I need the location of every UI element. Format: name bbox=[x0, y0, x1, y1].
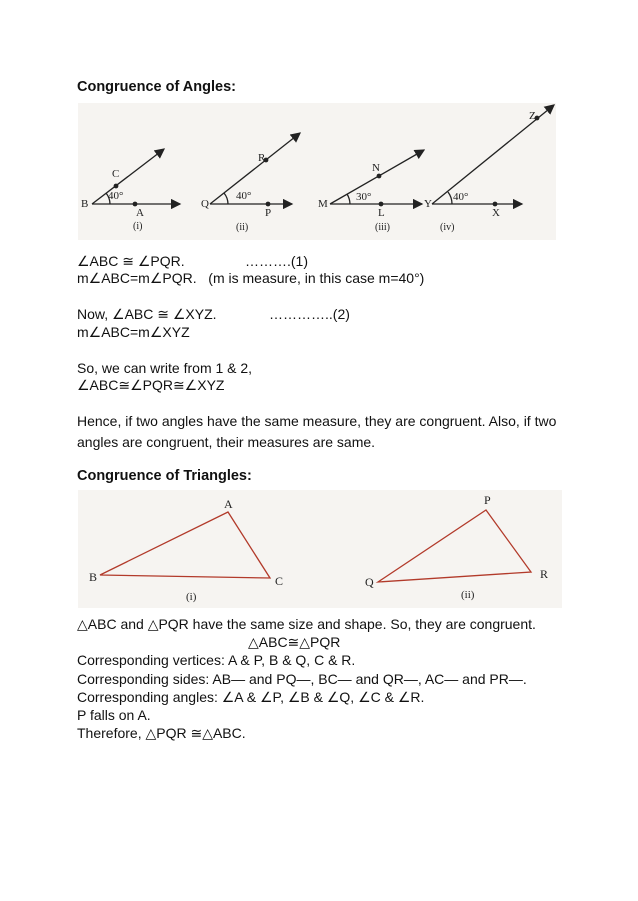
tri-line-5: Corresponding angles: ∠A & ∠P, ∠B & ∠Q, ∠C & ∠R. bbox=[77, 689, 425, 705]
fig2-vertex-label: Q bbox=[201, 198, 209, 210]
triangle-1-vertex-a: A bbox=[224, 497, 233, 511]
angles-figure bbox=[78, 103, 556, 240]
tri-line-1: △ABC and △PQR have the same size and shape. So, they are congruent. bbox=[77, 616, 536, 632]
triangles-heading: Congruence of Triangles: bbox=[77, 468, 252, 484]
triangle-1-vertex-c: C bbox=[275, 574, 284, 588]
tri-line-2: △ABC≅△PQR bbox=[248, 634, 341, 650]
triangle-2-number: (ii) bbox=[461, 589, 475, 601]
angles-diagram bbox=[78, 103, 556, 240]
fig4-vertex-label: Y bbox=[424, 198, 432, 210]
fig2-up-label: R bbox=[258, 152, 266, 164]
fig2-degree: 40° bbox=[236, 190, 252, 202]
fig3-flat-label: L bbox=[378, 207, 385, 219]
triangle-2-vertex-r: R bbox=[540, 567, 549, 581]
fig3-vertex-label: M bbox=[318, 198, 328, 210]
fig1-arm-up bbox=[92, 149, 164, 204]
fig2-number: (ii) bbox=[236, 222, 249, 233]
triangle-2-vertex-p: P bbox=[484, 493, 491, 507]
statement-2: Now, ∠ABC ≅ ∠XYZ. bbox=[77, 306, 217, 322]
fig4-up-label: Z bbox=[529, 110, 536, 122]
triangles-figure bbox=[78, 490, 562, 608]
statement-3: So, we can write from 1 & 2, bbox=[77, 360, 253, 376]
fig3-degree: 30° bbox=[356, 191, 372, 203]
hence-paragraph: Hence, if two angles have the same measure, they are congruent. Also, if two angles are congruent, their measures are same. bbox=[77, 413, 557, 450]
fig1-up-label: C bbox=[112, 168, 120, 180]
tri-line-7: Therefore, △PQR ≅△ABC. bbox=[77, 725, 246, 741]
fig2-arm-up bbox=[210, 133, 300, 204]
tri-line-6: P falls on A. bbox=[77, 707, 151, 723]
triangle-abc bbox=[100, 512, 270, 578]
fig3-number: (iii) bbox=[375, 222, 390, 233]
statement-1: ∠ABC ≅ ∠PQR. bbox=[77, 253, 185, 269]
triangle-1-number: (i) bbox=[186, 591, 197, 603]
fig1-degree: 40° bbox=[108, 190, 124, 202]
tri-line-3: Corresponding vertices: A & P, B & Q, C & R. bbox=[77, 652, 356, 668]
triangles-diagram bbox=[78, 490, 562, 608]
statement-2-measure: m∠ABC=m∠XYZ bbox=[77, 324, 190, 340]
fig1-number: (i) bbox=[133, 221, 143, 232]
triangle-2-vertex-q: Q bbox=[365, 575, 374, 589]
triangle-1-vertex-b: B bbox=[89, 570, 98, 584]
angles-heading: Congruence of Angles: bbox=[77, 79, 236, 95]
fig1-flat-label: A bbox=[136, 207, 144, 219]
tri-line-4: Corresponding sides: AB— and PQ—, BC— and QR—, AC— and PR—. bbox=[77, 671, 527, 687]
fig1-vertex-label: B bbox=[81, 198, 89, 210]
fig4-flat-label: X bbox=[492, 207, 500, 219]
fig4-degree: 40° bbox=[453, 191, 469, 203]
statement-1-measure: m∠ABC=m∠PQR. (m is measure, in this case m=40°) bbox=[77, 270, 425, 286]
fig2-flat-label: P bbox=[265, 207, 272, 219]
statement-1-ref: ……….(1) bbox=[245, 253, 308, 269]
fig4-number: (iv) bbox=[440, 222, 455, 233]
statement-3-chain: ∠ABC≅∠PQR≅∠XYZ bbox=[77, 377, 225, 393]
fig3-up-label: N bbox=[372, 162, 380, 174]
statement-2-ref: …………..(2) bbox=[269, 306, 350, 322]
triangle-pqr bbox=[378, 510, 531, 582]
